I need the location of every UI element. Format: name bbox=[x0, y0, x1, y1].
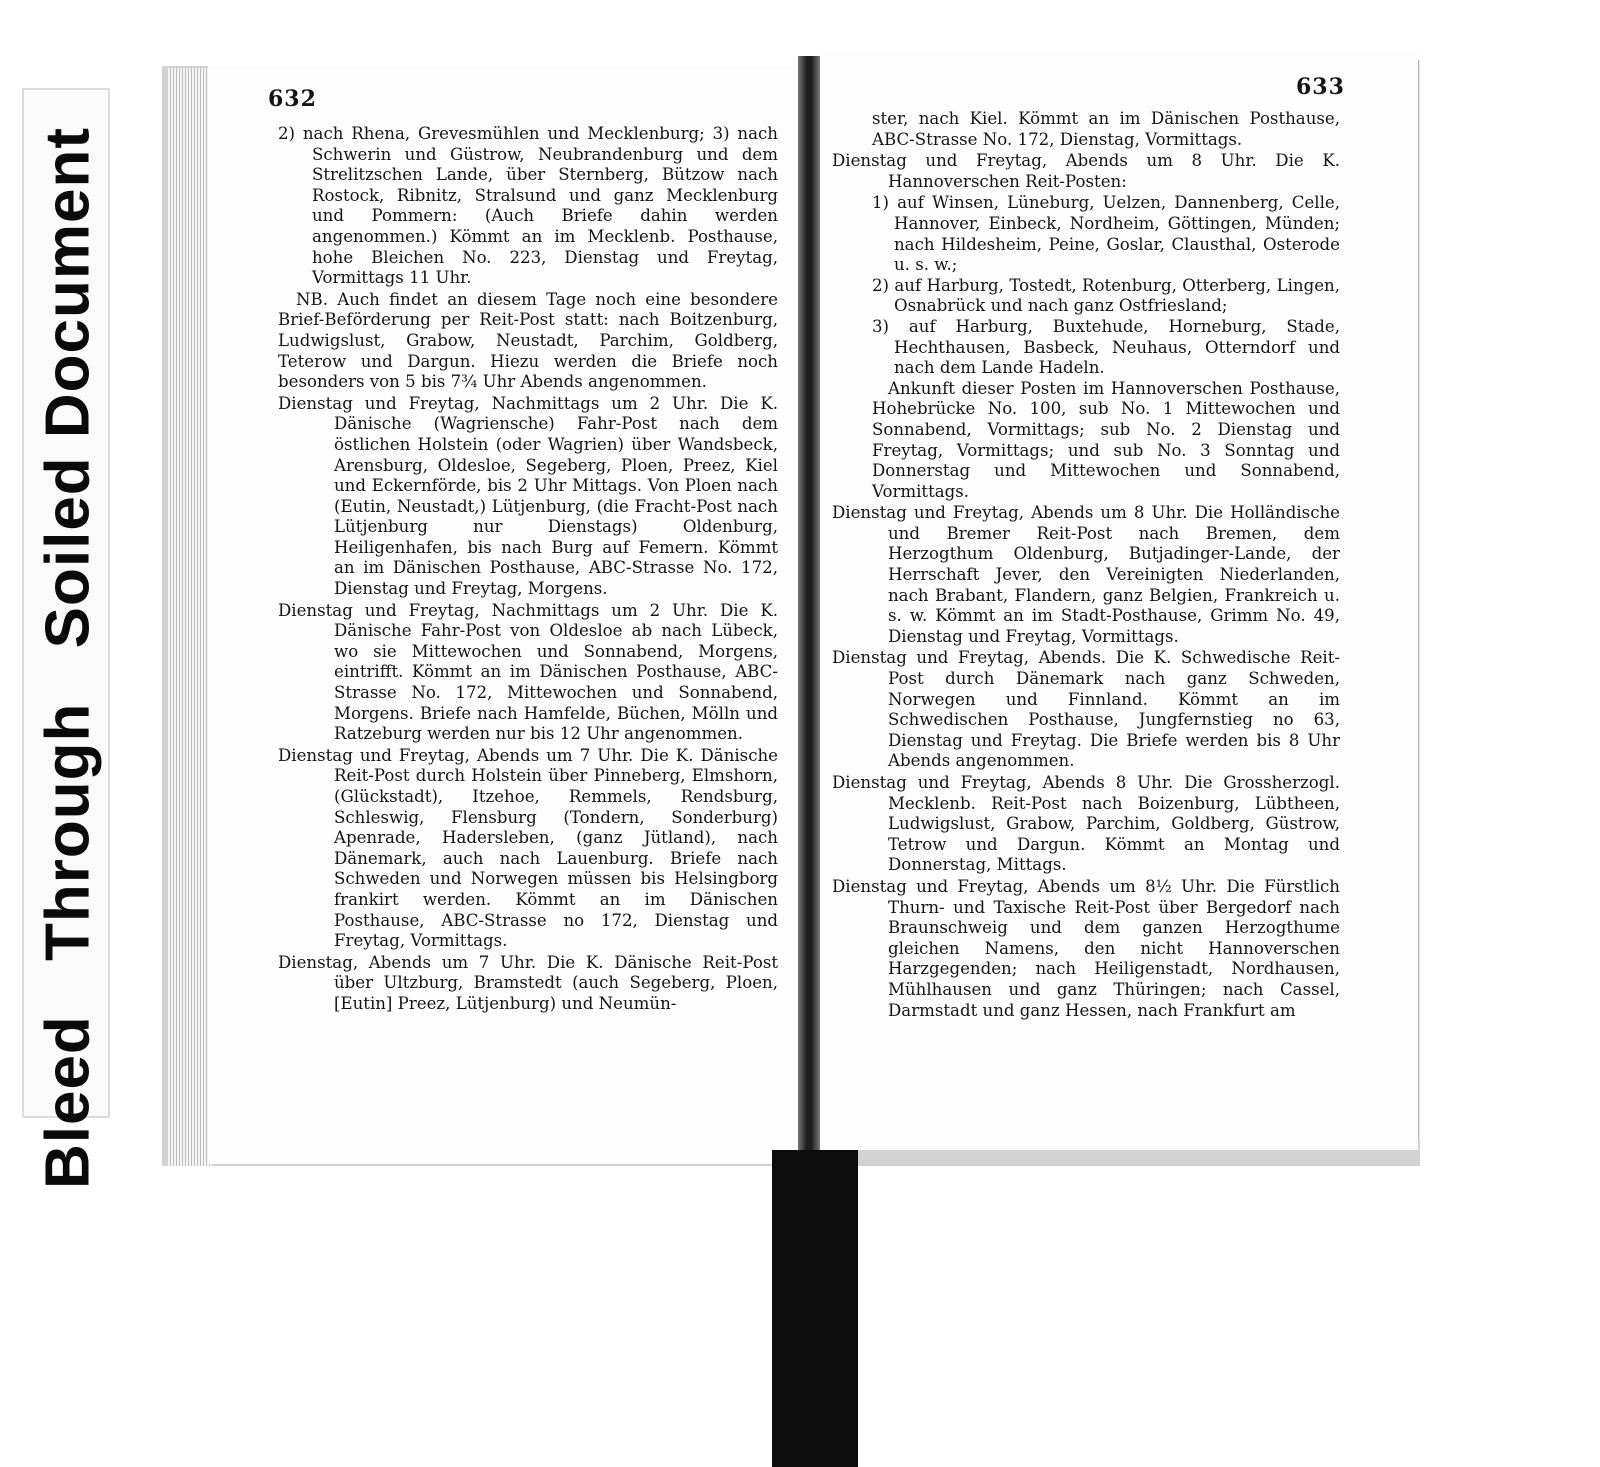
left-page-text bbox=[278, 124, 778, 1016]
paragraph-holstein-reit-post: Dienstag und Freytag, Abends um 7 Uhr. Die K. Dänische Reit-Post durch Holstein über Pinneberg, Elmshorn, (Glückstadt), Itzehoe, Remmels, Rendsburg, Schleswig, Flensburg (Tondern, Sonderburg) Apenrade, Hadersleben, (ganz Jütland), nach Dänemark, auch nach Lauenburg. Briefe nach Schweden und Norwegen müssen bis Helsingborg frankirt werden. Kömmt an im Dänischen Posthause, ABC-Strasse no 172, Dienstag und Freytag, Vormittags. bbox=[278, 745, 778, 951]
bleed-through-stamp bbox=[22, 88, 110, 1190]
paragraph-swedish-post: Dienstag und Freytag, Abends. Die K. Schwedische Reit-Post durch Dänemark nach ganz Schweden, Norwegen und Finnland. Kömmt an im Schwedischen Posthause, Jungfernstieg no 63, Dienstag und Freytag. Die Briefe werden bis 8 Uhr Abends angenommen. bbox=[832, 648, 1340, 771]
paragraph-ultzburg-post: Dienstag, Abends um 7 Uhr. Die K. Dänische Reit-Post über Ultzburg, Bramstedt (auch Segeberg, Ploen, [Eutin] Preez, Lütjenburg) und Neumün- bbox=[278, 952, 778, 1013]
paragraph-dutch-bremen-post: Dienstag und Freytag, Abends um 8 Uhr. Die Holländische und Bremer Reit-Post nach Bremen, dem Herzogthum Oldenburg, Butjadinger-Lande, der Herrschaft Jever, den Vereinigten Niederlanden, nach Brabant, Flandern, ganz Belgien, Frankreich u. s. w. Kömmt an im Stadt-Posthause, Grimm No. 49, Dienstag und Freytag, Vormittags. bbox=[832, 503, 1340, 646]
stamp-word-bleed: Bleed bbox=[33, 1015, 103, 1190]
right-page-text bbox=[832, 109, 1340, 1022]
list-item: 3) auf Harburg, Buxtehude, Horneburg, Stade, Hechthausen, Basbeck, Neuhaus, Otterndorf und nach dem Lande Hadeln. bbox=[872, 316, 1340, 378]
book-gutter bbox=[798, 56, 820, 1156]
stamp-word-through: Through bbox=[33, 702, 103, 961]
page-number-right: 633 bbox=[1296, 74, 1345, 100]
paragraph-mecklenburg-reit-post: Dienstag und Freytag, Abends 8 Uhr. Die Grossherzogl. Mecklenb. Reit-Post nach Boizenburg, Lübtheen, Ludwigslust, Grabow, Parchim, Goldberg, Güstrow, Tetrow und Dargun. Kömmt an Montag und Donnerstag, Mittags. bbox=[832, 773, 1340, 875]
right-page bbox=[820, 52, 1418, 1150]
paragraph-continuation: ster, nach Kiel. Kömmt an im Dänischen Posthause, ABC-Strasse No. 172, Dienstag, Vormittags. bbox=[872, 109, 1340, 149]
list-item: 2) auf Harburg, Tostedt, Rotenburg, Otterberg, Lingen, Osnabrück und nach ganz Ostfriesland; bbox=[872, 275, 1340, 316]
page-edges bbox=[168, 68, 212, 1166]
spine-bar bbox=[772, 1150, 858, 1467]
paragraph-thurn-taxis-post: Dienstag und Freytag, Abends um 8½ Uhr. Die Fürstlich Thurn- und Taxische Reit-Post über Bergedorf nach Braunschweig und dem ganzen Herzogthume gleichen Namens, den nicht Hannoverschen Harzgegenden; nach Heiligenstadt, Nordhausen, Mühlhausen und ganz Thüringen; nach Cassel, Darmstadt und ganz Hessen, nach Frankfurt am bbox=[832, 876, 1340, 1020]
paragraph-oldesloe-post: Dienstag und Freytag, Nachmittags um 2 Uhr. Die K. Dänische Fahr-Post von Oldesloe ab nach Lübeck, wo sie Mittewochen und Sonnabend, Morgens, eintrifft. Kömmt an im Dänischen Posthause, ABC-Strasse No. 172, Mittewochen und Sonnabend, Morgens. Briefe nach Hamfelde, Büchen, Mölln und Ratzeburg werden nur bis 12 Uhr angenommen. bbox=[278, 600, 778, 744]
stamp-word-soiled: Soiled Document bbox=[33, 126, 103, 649]
paragraph-hannover-arrival: Ankunft dieser Posten im Hannoverschen Posthause, Hohebrücke No. 100, sub No. 1 Mittewochen und Sonnabend, Vormittags; sub No. 2 Dienstag und Freytag, Vormittags; und sub No. 3 Sonntag und Donnerstag und Mittewochen und Sonnabend, Vormittags. bbox=[872, 378, 1340, 501]
list-item: 1) auf Winsen, Lüneburg, Uelzen, Dannenberg, Celle, Hannover, Einbeck, Nordheim, Göttingen, Münden; nach Hildesheim, Peine, Goslar, Clausthal, Osterode u. s. w.; bbox=[872, 193, 1340, 275]
paragraph-nb-note: NB. Auch findet an diesem Tage noch eine besondere Brief-Beförderung per Reit-Post statt: nach Boitzenburg, Ludwigslust, Grabow, Neustadt, Parchim, Goldberg, Teterow und Dargun. Hiezu werden die Briefe noch besonders von 5 bis 7¾ Uhr Abends angenommen. bbox=[278, 289, 778, 392]
page-number-left: 632 bbox=[268, 86, 317, 112]
stamp-label bbox=[33, 109, 104, 1207]
hannover-route-list bbox=[832, 193, 1340, 378]
paragraph-mecklenburg-routes: 2) nach Rhena, Grevesmühlen und Mecklenburg; 3) nach Schwerin und Güstrow, Neubrandenburg und dem Strelitzschen Lande, über Sternberg, Bützow nach Rostock, Ribnitz, Stralsund und ganz Mecklenburg und Pommern: (Auch Briefe dahin werden angenommen.) Kömmt an im Mecklenb. Posthause, hohe Bleichen No. 223, Dienstag und Freytag, Vormittags 11 Uhr. bbox=[278, 124, 778, 288]
paragraph-wagrian-post: Dienstag und Freytag, Nachmittags um 2 Uhr. Die K. Dänische (Wagriensche) Fahr-Post nach dem östlichen Holstein (oder Wagrien) über Wandsbeck, Arensburg, Oldesloe, Segeberg, Ploen, Preez, Kiel und Eckernförde, bis 2 Uhr Mittags. Von Ploen nach (Eutin, Neustadt,) Lütjenburg, (die Fracht-Post nach Lütjenburg nur Dienstags) Oldenburg, Heiligenhafen, bis nach Burg auf Femern. Kömmt an im Dänischen Posthause, ABC-Strasse No. 172, Dienstag und Freytag, Morgens. bbox=[278, 393, 778, 599]
paragraph-hannover-intro: Dienstag und Freytag, Abends um 8 Uhr. Die K. Hannoverschen Reit-Posten: bbox=[832, 151, 1340, 191]
left-page bbox=[208, 66, 798, 1164]
